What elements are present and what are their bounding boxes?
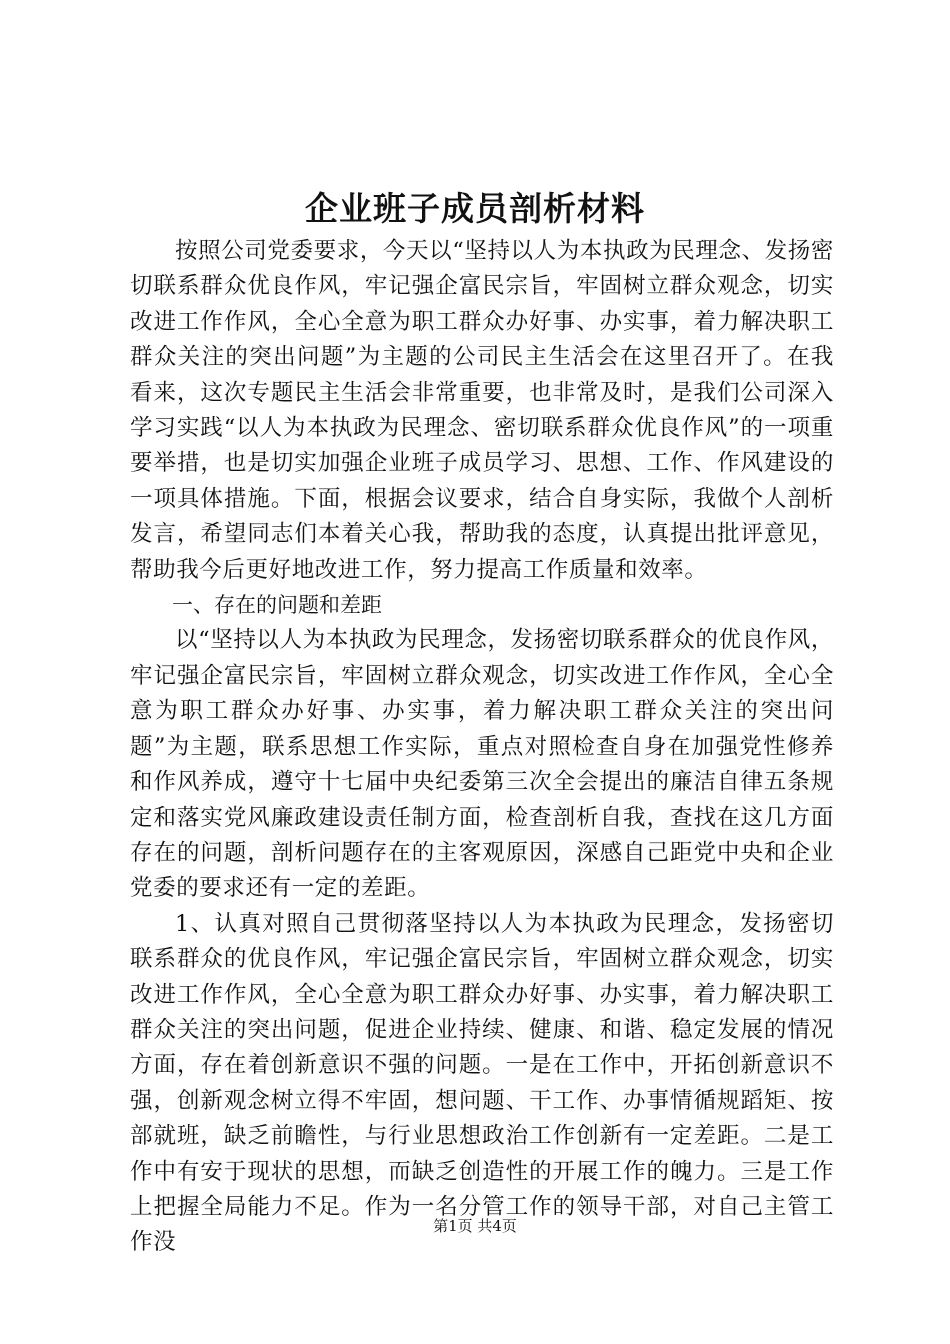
page-footer: 第1页 共4页 [433, 1217, 517, 1235]
document-title: 企业班子成员剖析材料 [305, 189, 645, 228]
intro-paragraph: 按照公司党委要求，今天以“坚持以人为本执政为民理念、发扬密切联系群众优良作风，牢记强企富民宗旨，牢固树立群众观念，切实改进工作作风，全心全意为职工群众办好事、办实事，着力解决职工群众关注的突出问题”为主题的公司民主生活会在这里召开了。在我看来，这次专题民主生活会非常重要，也非常及时，是我们公司深入学习实践“以人为本执政为民理念、密切联系群众优良作风”的一项重要举措，也是切实加强企业班子成员学习、思想、工作、作风建设的一项具体措施。下面，根据会议要求，结合自身实际，我做个人剖析发言，希望同志们本着关心我，帮助我的态度，认真提出批评意见，帮助我今后更好地改进工作，努力提高工作质量和效率。 [130, 238, 834, 583]
document-body [130, 234, 834, 1261]
item-paragraph-1: 1、认真对照自己贯彻落坚持以人为本执政为民理念，发扬密切联系群众的优良作风，牢记强企富民宗旨，牢固树立群众观念，切实改进工作作风，全心全意为职工群众办好事、办实事，着力解决职工群众关注的突出问题，促进企业持续、健康、和谐、稳定发展的情况方面，存在着创新意识不强的问题。一是在工作中，开拓创新意识不强，创新观念树立得不牢固，想问题、干工作、办事情循规蹈矩、按部就班，缺乏前瞻性，与行业思想政治工作创新有一定差距。二是工作中有安于现状的思想，而缺乏创造性的开展工作的魄力。三是工作上把握全局能力不足。作为一名分管工作的领导干部，对自己主管工作没 [130, 910, 834, 1256]
section-heading: 一、存在的问题和差距 [172, 593, 382, 618]
section-paragraph: 以“坚持以人为本执政为民理念，发扬密切联系群众的优良作风，牢记强企富民宗旨，牢固树立群众观念，切实改进工作作风，全心全意为职工群众办好事、办实事，着力解决职工群众关注的突出问题”为主题，联系思想工作实际，重点对照检查自身在加强党性修养和作风养成，遵守十七届中央纪委第三次全会提出的廉洁自律五条规定和落实党风廉政建设责任制方面，检查剖析自我，查找在这几方面存在的问题，剖析问题存在的主客观原因，深感自己距党中央和企业党委的要求还有一定的差距。 [130, 627, 834, 902]
